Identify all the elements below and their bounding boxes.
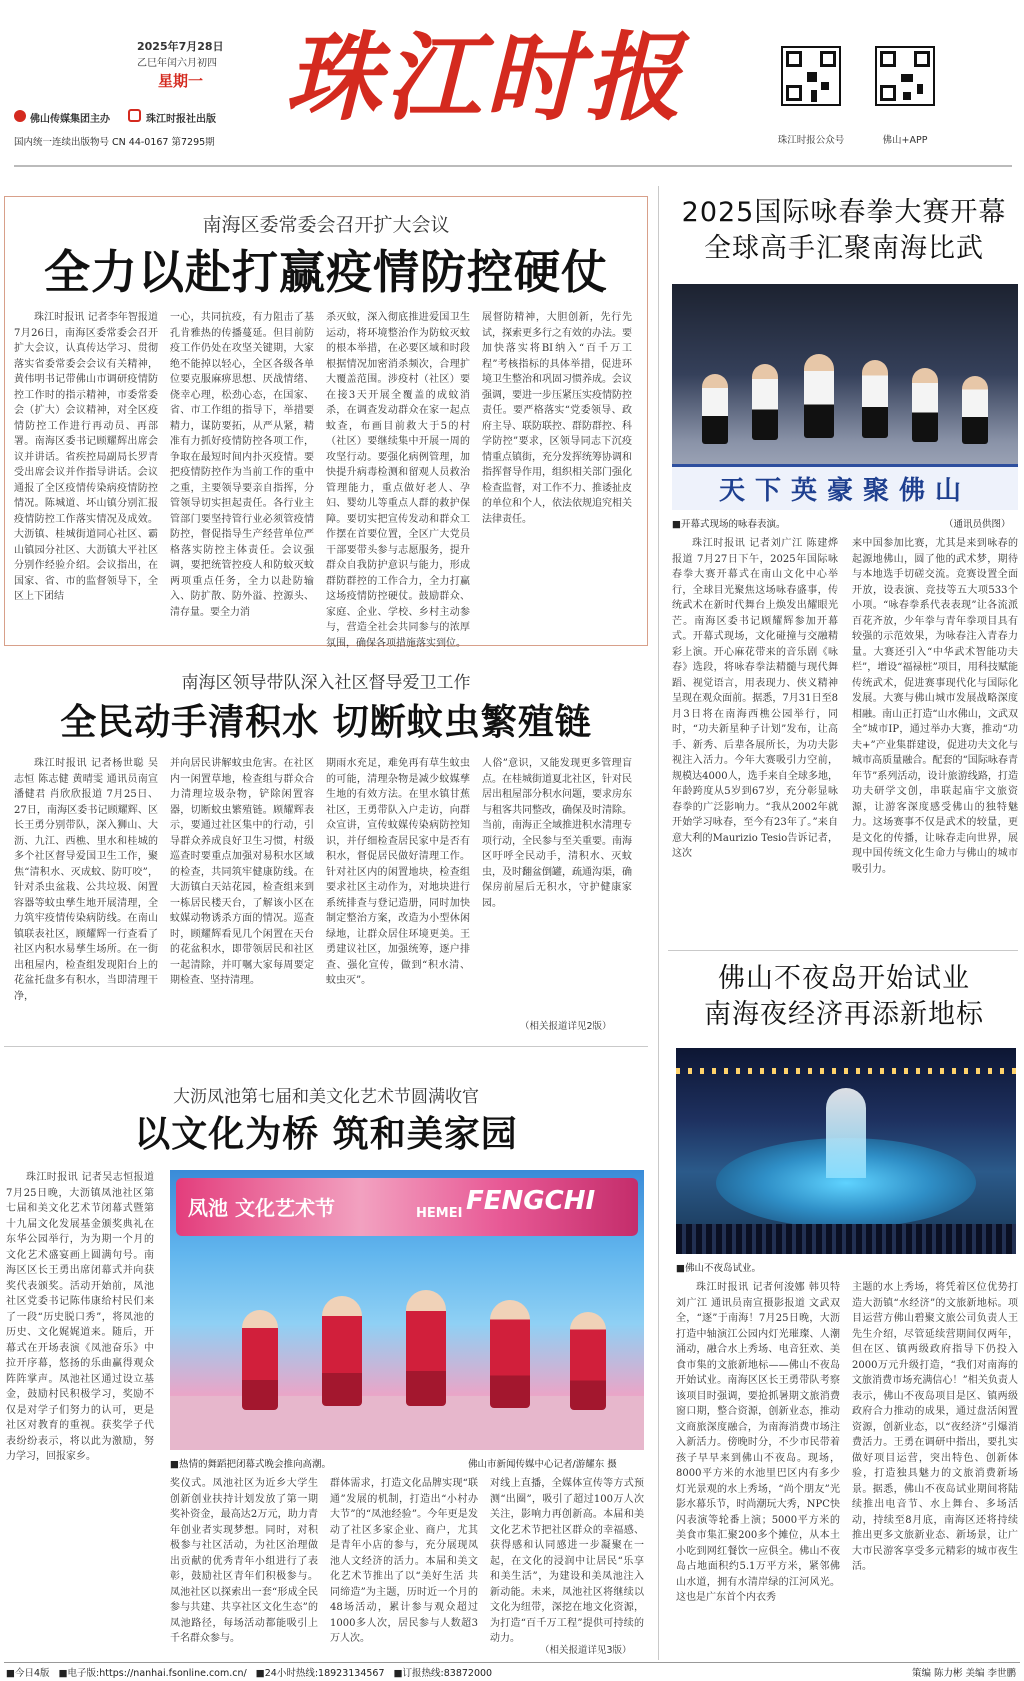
footer-divider [4, 1662, 1020, 1663]
qr-1-label: 珠江时报公众号 [777, 135, 845, 146]
story-5-headline-line2: 南海夜经济再添新地标 [704, 999, 984, 1030]
story-2-headline: 全民动手清积水 切断蚊虫繁殖链 [60, 702, 592, 743]
footer-square-icon: ■ [6, 1668, 15, 1679]
lunar-date: 乙巳年闰六月初四 [137, 58, 217, 69]
story-1-text: 珠江时报讯 记者李年智报道 7月26日，南海区委常委会召开扩大会议，认真传达学习、贯彻落实省委常委会会议有关精神，黄伟明书记带佛山市调研疫情防控工作时的指示精神，市委常委会（扩大）会议精神，对全区疫情防控工作进行再动员、再部署。南海区委书记顾耀辉出席会议并讲话。省疾控局副局长罗青受出席会议并作指导讲话。会议通报了全区疫情传染病疫情防控情况。陈城道、坏山镇分别汇报疫情防控工作落实情况及成效。大沥镇、桂城街道同心社区、霸山镇园分社区、大沥镇大平社区分别作经验介绍。会议指出，在国家、省、市的监督领导下，全区上下团结 [14, 312, 158, 602]
story-3-text: 对线上直播，全媒体宣传等方式预测“出圈”，吸引了超过100万人次关注，影响力再创新高。本届和美文化艺术节把社区群众的幸福感、获得感和认同感进一步凝聚在一起，在文化的浸润中让居民“乐享和美生活”，为建设和美凤池注入新动能。未来，凤池社区将继续以文化为纽带，深挖在地文化资源，为打造“百千万工程”提供可持续的动力。 [490, 1478, 644, 1644]
performer-figure [804, 354, 834, 438]
footer-hotline-label: 24小时热线: [264, 1668, 319, 1679]
footer-subscribe: 83872000 [443, 1668, 493, 1679]
footer-square-icon: ■ [58, 1668, 68, 1679]
footer-subscribe-label: 订报热线: [402, 1668, 444, 1679]
story-3-photo-credit: 佛山市新闻传媒中心记者/游耀东 摄 [468, 1459, 617, 1470]
masthead-title: 珠江时报 [285, 21, 685, 134]
story-3-note: （相关报道详见3版） [540, 1645, 632, 1656]
story-2-column [14, 756, 158, 1036]
story-2-column [170, 756, 314, 1036]
dancer-figure [570, 1312, 606, 1410]
story-3-headline: 以文化为桥 筑和美家园 [134, 1114, 518, 1155]
publisher-2-logo-icon [128, 109, 141, 122]
crowd [676, 1224, 1016, 1254]
publisher-2: 珠江时报社出版 [146, 114, 216, 125]
story-4-headline-line1: 2025国际咏春拳大赛开幕 [681, 197, 1007, 228]
footer-square-icon: ■ [255, 1668, 265, 1679]
fountain-light [826, 1088, 866, 1178]
masthead [0, 0, 1024, 165]
stage-banner-hemei: HEMEI [416, 1206, 463, 1221]
story-2-column [482, 756, 632, 1018]
story-3-column [490, 1476, 644, 1644]
performer-figure [752, 364, 778, 440]
story-1-kicker: 南海区委常委会召开扩大会议 [202, 214, 450, 236]
section-divider [668, 950, 1018, 951]
story-4-column [672, 536, 838, 940]
story-1-column [326, 310, 470, 649]
story-4-text: 珠江时报讯 记者刘广江 陈建烨报道 7月27日下午，2025年国际咏春拳大赛开幕式在南山文化中心举行，全球目光聚焦这场咏春盛事，传统武术在新时代舞台上焕发出耀眼光芒。南海区委书记顾耀辉参加开幕式。开幕式现场，文化碰撞与交融精彩上演。开心麻花带来的音乐剧《咏春》选段，将咏春拳法精髓与现代舞蹈、视觉语言，用表现力、侠义精神呈现在观众面前。据悉，7月31日至8月3日将在南海西樵公园举行，同时，“功夫新星种子计划”发布，让高手、新秀、后辈各展所长，为功夫影视注入活力。今年大赛吸引力空前，规模达4000人，选手来自全球多地，年龄跨度从5岁到67岁，充分彰显咏春拳的广泛影响力。“我从2002年就开始学习咏春，至今有23年了。”来自意大利的Maurizio Tesio告诉记者，这次 [672, 538, 838, 859]
publisher-logo-icon [14, 110, 26, 122]
section-divider [4, 1046, 648, 1047]
dancer-figure [242, 1310, 278, 1410]
story-4-column [852, 536, 1018, 940]
dancer-figure [322, 1296, 362, 1406]
story-5-headline-line1: 佛山不夜岛开始试业 [718, 963, 970, 994]
story-3-text: 群体需求，打造文化品牌实现“联通”发展的机制，打造出“小村办大节”的“凤池经验”。今年更是发动了社区多家企业、商户，尤其是青年小店的参与，充分展现凤池人文经济的活力。本届和美文化艺术节推出了以“美好生活 共同缔造”为主题，历时近一个月的48场活动，累计参与观众超过1000多人次，居民参与人数超3万人次。 [330, 1478, 478, 1644]
story-3-photo [170, 1170, 644, 1450]
performer-figure [962, 376, 988, 444]
story-3-photo-caption: ■热情的舞蹈把闭幕式晚会推向高潮。 [170, 1459, 331, 1470]
story-4-headline-line2: 全球高手汇聚南海比武 [704, 233, 984, 264]
story-4-photo [672, 284, 1018, 510]
weekday: 星期一 [158, 72, 204, 90]
footer-pages: 今日4版 [14, 1668, 50, 1679]
story-2-column [326, 756, 470, 1036]
story-1-text: 展督防精神，大胆创新，先行先试，探索更多行之有效的办法。要加快落实将BI纳入“百千万工程”考核指标的具体举措，促进环境卫生整治和巩固习惯养成。会议强调，要进一步压紧压实疫情防控责任。要严格落实“党委领导、政府主导、联防联控、群防群控、科学防控”要求，区领导同志下沉疫情重点镇街，充分发挥统筹协调和指挥督导作用，组织相关部门强化检查监督，对工作不力、推诿扯皮的单位和个人，依法依规追究相关法律责任。 [482, 312, 632, 525]
footer-square-icon: ■ [393, 1668, 403, 1679]
story-2-kicker: 南海区领导带队深入社区督导爱卫工作 [181, 673, 471, 693]
story-1-text: 杀灭蚊，深入彻底推进爱国卫生运动，将环境整治作为防蚊灭蚊的根本举措，在必要区域和时段根据情况加密消杀频次，合理扩大覆盖范围。涉疫村（社区）要在接3天开展全覆盖的成蚊消杀，在调查发动群众在家一起点蚊查，布画目前救大于5的村（社区）要继续集中开展一周的攻坚行动。要强化病例管理，加快提升病毒检测和留观人员救治管理能力，重点做好老人、孕妇、婴幼儿等重点人群的救护保障。要切实把宣传发动和群众工作摆在首要位置，全区广大党员干部要带头参与志愿服务，提升群众自我防护意识与能力，形成群防群控的工作合力，全力打赢这场疫情防控硬仗。鼓励群众、家庭、企业、学校、乡村主动参与，营造全社会共同参与的浓厚氛围，确保各项措施落实到位。 [326, 312, 470, 649]
issue-date: 2025年7月28日 [137, 40, 224, 53]
story-2-text: 并向居民讲解蚊虫危害。在社区内一闲置草地，检查组与群众合力清理垃圾杂物，铲除闲置容器，切断蚊虫繁殖链。顾耀辉表示，要通过社区集中的行动，引导群众养成良好卫生习惯，村级巡查时要重点加强对易积水区域的检查，共同筑牢健康防线。在大沥镇白天站花园，检查组来到一栋居民楼天台，了解该小区在蚊媒动物诱杀方面的情况。巡查时，顾耀辉看见几个闲置在天台的花盆积水，即带领居民和社区一起清除，并叮嘱大家每周要定期检查、坚持清理。 [170, 758, 314, 986]
story-4-photo-caption: ■开幕式现场的咏春表演。 [672, 519, 786, 530]
story-3-column [6, 1170, 154, 1658]
story-5-photo [676, 1048, 1016, 1254]
dancer-figure [406, 1290, 446, 1406]
performer-figure [702, 374, 728, 444]
footer-credits: 策编 陈力彬 美编 李世鹏 [911, 1668, 1016, 1679]
story-2-text: 珠江时报讯 记者杨世聪 吴志恒 陈志健 黄晴雯 通讯员南宣 潘健君 肖欣欣报道 7月25日、27日，南海区委书记顾耀辉、区长王勇分别带队，深入狮山、大沥、九江、西樵、里水和桂城的多个社区督导爱国卫生工作，聚焦“清积水、灭成蚊、防叮咬”，针对杀虫盆栽、公共垃圾、闲置容器等蚊虫孳生地开展清理，全力筑牢疫情传染病防线。在南山镇联表社区，顾耀辉一行查看了社区内积水易孳生场所。在一街出租屋内，检查组发现阳台上的花盆托盘多有积水，当即清理干净， [14, 758, 158, 1002]
masthead-divider [14, 165, 1012, 167]
stage-banner-title: 凤池 文化艺术节 [188, 1196, 335, 1220]
column-divider [658, 186, 659, 1660]
story-1-column [482, 310, 632, 640]
story-5-column [676, 1280, 840, 1656]
serial-number: 国内统一连续出版物号 CN 44-0167 第7295期 [14, 137, 215, 148]
story-3-column [170, 1476, 318, 1658]
story-3-column [330, 1476, 478, 1658]
story-1-text: 一心，共同抗疫，有力阻击了基孔肯雅热的传播蔓延。但目前防疫工作仍处在攻坚关键期，大家绝不能掉以轻心，全区各级各单位要克服麻痹思想、厌战情绪、侥幸心理，松劲心态，在国家、省、市工作组的指导下，举措要精力，谋防要拓，从严从紧，精准有力抓好疫情防控各项工作，争取在最短时间内扑灭疫情。要把疫情防控作为当前工作的重中之重，主要领导要亲自指挥，分管领导切实担起责任。各行业主管部门要坚持管行业必须管疫情防控，督促指导生产经营单位严格落实防控主体责任。会议强调，要把统管控疫人和防蚊灭蚊两项重点任务，全力以赴防输入、防扩散、防外溢、控源头、清存量。要全力消 [170, 312, 314, 618]
footer-epaper-label: 电子版: [67, 1668, 100, 1679]
footer-epaper-link[interactable]: https://nanhai.fsonline.com.cn/ [99, 1668, 247, 1679]
story-4-photo-credit: （通讯员供图） [944, 519, 1011, 530]
story-2-text: 人俗”意识，又能发现更多管理盲点。在桂城街道夏北社区，针对民居出租屋部分积水问题，要求房东与租客共同整改，确保及时清除。当前，南海正全域推进积水清理专项行动，全民参与至关重要。南海区吁呼全民动手，清积水、灭蚊虫，及时翻盆倒罐，疏通沟渠，确保房前屋后无积水，守护健康家园。 [482, 758, 632, 909]
story-5-photo-caption: ■佛山不夜岛试业。 [676, 1263, 761, 1274]
story-3-text: 珠江时报讯 记者吴志恒报道 7月25日晚，大沥镇凤池社区第七届和美文化艺术节闭幕式暨第十九届文化发展基金颁奖典礼在东华公园举行，为为期一个月的文化艺术盛宴画上圆满句号。南海区区长王勇出席闭幕式并向获奖代表颁奖。活动开始前，凤池社区党委书记陈伟康给村民们来了一段“历史脱口秀”，将凤池的历史、文化娓娓道来。随后，开幕式在开场表演《凤池奋乐》中拉开序幕，悠扬的乐曲赢得观众阵阵掌声。凤池社区通过设立基金，鼓励村民积极学习，奖励不仅是对学子们努力的认可，更是社区对教育的重视。获奖学子代表纷纷表示，将以此为激励，努力学习，回报家乡。 [6, 1172, 154, 1462]
story-5-text: 珠江时报讯 记者何浚娜 韩贝特 刘广江 通讯员南宣摄影报道 文武双全，“逐”于南海！7月25日晚，大沥打造中轴演江公园内灯光璀璨、人潮涌动，融合水上秀场、电音狂欢、美食市集的文旅新地标——佛山不夜岛开始试业。南海区区长王勇带队考察该项目时强调，要抢抓暑期文旅消费窗口期，整合资源，创新业态，推动文商旅深度融合，为南海消费市场注入新活力。傍晚时分，不少市民带着孩子早早来到佛山不夜岛。现场，8000平方米的水池里巴区内有多少灯光景观的水上秀场，“尚个朋友”光影水幕乐节，时尚潮玩大秀，NPC快闪表演等轮番上演；5000平方米的美食市集汇聚200多个摊位，从本土小吃到网红餐饮一应俱全。佛山不夜岛占地面积约5.1万平方米，紧邻佛山水道，拥有水清岸绿的江河风光。这也是广东首个内衣秀 [676, 1282, 840, 1603]
stage-banner-text: 天下英豪聚佛山 [718, 476, 971, 506]
performer-figure [912, 368, 938, 442]
city-lights [676, 1068, 1016, 1074]
story-4-text: 来中国参加比赛，尤其是来到咏春的起源地佛山，圆了他的武术梦，期待与本地选手切磋交流。竞赛设置全面开放，设表演、竞技等五大项533个小项。“咏春拳系代表表现”让各流派百花齐放，少年拳与青年拳项目具有较强的示范效果，为咏春注入青春力量。大赛还引入“中华武术智能功夫栏”，增设“福禄桩”项目，用科技赋能传统武术，促进赛事现代化与国际化发展。大赛与佛山城市发展战略深度相融。南山正打造“山水佛山，文武双全”城市IP，通过举办大赛，推动“功夫+”产业集群建设，促进功夫文化与城市高质量融合。配套的“国际咏春青年节”系列活动，设计旅游线路，打造功夫研学文创，串联起庙宇文旅资源，让游客深度感受佛山的独特魅力。这场赛事不仅是武术的较量，更是文化的传播，让咏春走向世界，展现中国传统文化生命力与佛山的城市吸引力。 [852, 538, 1018, 875]
stage-banner-fengchi: FENGCHI [466, 1186, 596, 1216]
dancer-figure [490, 1300, 530, 1408]
story-3-kicker: 大沥凤池第七届和美文化艺术节圆满收官 [173, 1087, 479, 1107]
footer-hotline: 18923134567 [318, 1668, 385, 1679]
qr-code-icon [781, 46, 841, 106]
qr-2-label: 佛山+APP [882, 135, 928, 146]
story-2-note: （相关报道详见2版） [520, 1021, 612, 1032]
story-1-column [14, 310, 158, 640]
qr-code-icon [875, 46, 935, 106]
story-1-column [170, 310, 314, 640]
story-2-text: 期雨水充足，难免再有草生蚊虫的可能，清理杂物是减少蚊媒孳生地的有效方法。在里水镇甘蕉社区，王勇带队入户走访，向群众宣讲，宣传蚊媒传染病防控知识，并仔细检查居民家中是否有积水，督促居民做好清理工作。针对社区内的闲置地块，检查组要求社区主动作为，对地块进行系统排查与登记造册，同时加快制定整治方案，改造为小型休闲绿地，让群众居住环境更美。王勇建议社区，加强统筹，逐户排查、强化宣传，做到“积水清、蚊虫灭”。 [326, 758, 470, 986]
footer [6, 1665, 1020, 1679]
performer-figure [862, 360, 888, 438]
story-1-headline: 全力以赴打赢疫情防控硬仗 [44, 245, 608, 299]
story-3-text: 奖仪式。凤池社区为近乡大学生创新创业扶持计划发放了第一期奖补资金，最高达2万元，助力青年创业者实现梦想。同时，对积极参与社区活动，为社区治理做出贡献的优秀青年小组进行了表彰，鼓励社区青年们积极参与。凤池社区以探索出一套“形成全民参与共建、共享社区文化生态”的凤池路径，每场活动都能吸引上千名群众参与。 [170, 1478, 318, 1644]
story-5-column [852, 1280, 1018, 1656]
publisher-1: 佛山传媒集团主办 [30, 114, 110, 125]
story-5-text: 主题的水上秀场，将凭着区位优势打造大沥镇“水经济”的文旅新地标。项目运营方佛山碧聚文旅公司负责人王先生介绍，尽管延续营期间仅两年，但在区、镇两级政府指导下仍投入2000万元升级打造，“我们对南海的文旅消费市场充满信心！”相关负责人表示，佛山不夜岛项目是区、镇两级政府合力推动的成果，通过盘活闲置资源，创新业态，以“夜经济”引爆消费活力。王勇在调研中指出，要扎实做好项目运营，突出特色、创新体验，打造独具魅力的文旅消费新场景。据悉，佛山不夜岛试业期间将陆续推出电音节、水上舞台、多场活动，持续至8月底，南海区还将持续推出更多文旅新业态、新场景，让广大市民游客享受多元精彩的城市夜生活。 [852, 1282, 1018, 1572]
